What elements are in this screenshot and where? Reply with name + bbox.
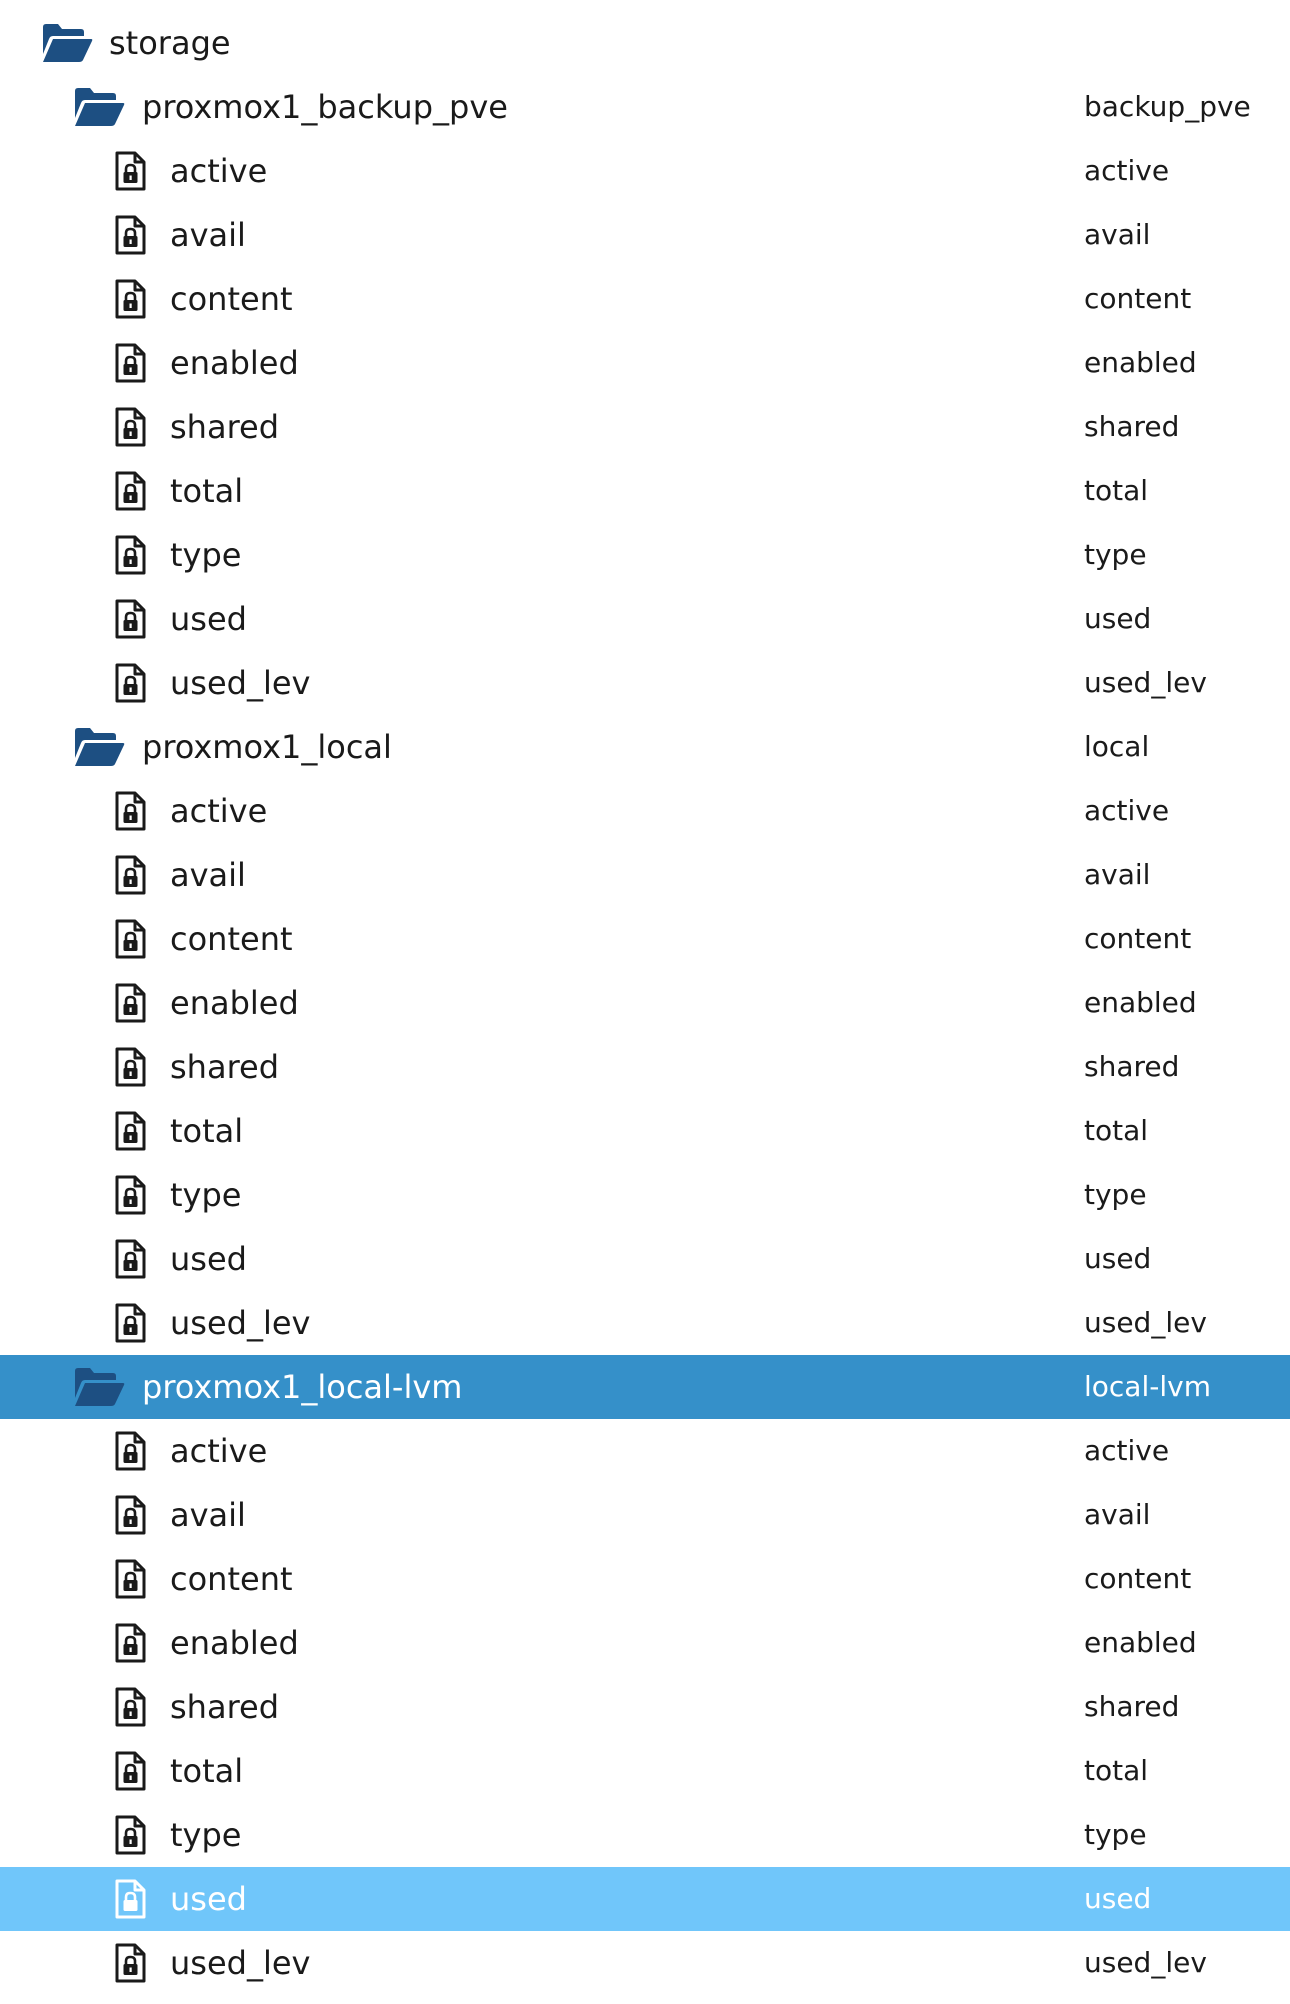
tree-leaf-avail[interactable]: [0, 843, 1290, 907]
tree-node-value: local: [1084, 730, 1150, 763]
tree-node-label: active: [170, 1432, 268, 1470]
file-lock-icon: [110, 459, 150, 523]
tree-folder-backup_pve[interactable]: [0, 75, 1290, 139]
tree-node-value: total: [1084, 1754, 1149, 1787]
tree-node-value: active: [1084, 154, 1170, 187]
folder-open-icon: [72, 75, 126, 139]
folder-open-icon: [72, 1355, 126, 1419]
tree-leaf-used[interactable]: [0, 1227, 1290, 1291]
tree-node-value: enabled: [1084, 346, 1197, 379]
tree-node-label: total: [170, 1752, 244, 1790]
file-lock-icon: [110, 907, 150, 971]
file-lock-icon: [110, 587, 150, 651]
tree-leaf-content[interactable]: [0, 267, 1290, 331]
file-lock-icon: [110, 1163, 150, 1227]
tree-node-label: used: [170, 1240, 247, 1278]
file-lock-icon: [110, 971, 150, 1035]
tree-leaf-total[interactable]: [0, 1099, 1290, 1163]
tree-node-label: enabled: [170, 984, 299, 1022]
tree-node-value: shared: [1084, 1690, 1180, 1723]
file-lock-icon: [110, 1931, 150, 1995]
tree-leaf-type[interactable]: [0, 1163, 1290, 1227]
tree-node-value: avail: [1084, 218, 1151, 251]
file-lock-icon: [110, 1675, 150, 1739]
file-lock-icon: [110, 203, 150, 267]
tree-leaf-shared[interactable]: [0, 1675, 1290, 1739]
folder-open-icon: [40, 11, 94, 75]
tree-node-label: content: [170, 920, 293, 958]
file-lock-icon: [110, 1419, 150, 1483]
tree-node-label: content: [170, 280, 293, 318]
file-lock-icon: [110, 651, 150, 715]
tree-leaf-avail[interactable]: [0, 1483, 1290, 1547]
tree-node-value: enabled: [1084, 986, 1197, 1019]
tree-leaf-shared[interactable]: [0, 395, 1290, 459]
tree-node-value: backup_pve: [1084, 90, 1251, 123]
tree-node-value: type: [1084, 538, 1147, 571]
tree-leaf-active[interactable]: [0, 1419, 1290, 1483]
file-lock-icon: [110, 1035, 150, 1099]
tree-leaf-used[interactable]: [0, 587, 1290, 651]
tree-leaf-shared[interactable]: [0, 1035, 1290, 1099]
tree-node-label: proxmox1_local-lvm: [142, 1368, 463, 1406]
tree-leaf-active[interactable]: [0, 779, 1290, 843]
tree-node-label: used_lev: [170, 664, 311, 702]
tree-body: [0, 75, 1290, 1995]
file-lock-icon: [110, 1611, 150, 1675]
tree-leaf-total[interactable]: [0, 1739, 1290, 1803]
file-lock-icon: [110, 139, 150, 203]
file-lock-icon: [110, 1803, 150, 1867]
file-lock-icon: [110, 1547, 150, 1611]
tree-node-value: used_lev: [1084, 1946, 1207, 1979]
tree-node-value: avail: [1084, 1498, 1151, 1531]
tree-node-label: used: [170, 600, 247, 638]
tree-node-label: proxmox1_backup_pve: [142, 88, 508, 126]
file-lock-icon: [110, 1483, 150, 1547]
file-lock-icon: [110, 267, 150, 331]
tree-node-label: avail: [170, 216, 246, 254]
tree-node-value: used_lev: [1084, 666, 1207, 699]
tree-node-label: type: [170, 1816, 242, 1854]
file-lock-icon: [110, 843, 150, 907]
tree-node-value: total: [1084, 1114, 1149, 1147]
tree-node-label: type: [170, 1176, 242, 1214]
tree-node-label: enabled: [170, 1624, 299, 1662]
tree-node-value: used_lev: [1084, 1306, 1207, 1339]
tree-leaf-avail[interactable]: [0, 203, 1290, 267]
file-lock-icon: [110, 1867, 150, 1931]
file-lock-icon: [110, 1291, 150, 1355]
tree-node-value: enabled: [1084, 1626, 1197, 1659]
tree-leaf-used_lev[interactable]: [0, 1291, 1290, 1355]
file-lock-icon: [110, 1099, 150, 1163]
tree-leaf-type[interactable]: [0, 1803, 1290, 1867]
tree-node-label: used: [170, 1880, 247, 1918]
tree-node-value: used: [1084, 1882, 1152, 1915]
file-lock-icon: [110, 331, 150, 395]
tree-node-label: total: [170, 472, 244, 510]
tree-leaf-total[interactable]: [0, 459, 1290, 523]
tree-node-label: shared: [170, 1048, 280, 1086]
tree-node-label: shared: [170, 408, 280, 446]
tree-node-value: type: [1084, 1178, 1147, 1211]
tree-leaf-used_lev[interactable]: [0, 1931, 1290, 1995]
tree-node-label: used_lev: [170, 1304, 311, 1342]
folder-open-icon: [72, 715, 126, 779]
tree-node-value: content: [1084, 1562, 1192, 1595]
tree-node-label: total: [170, 1112, 244, 1150]
tree-node-value: used: [1084, 1242, 1152, 1275]
file-lock-icon: [110, 1739, 150, 1803]
tree-node-value: shared: [1084, 410, 1180, 443]
tree-node-label: active: [170, 152, 268, 190]
tree-leaf-used[interactable]: [0, 1867, 1290, 1931]
tree-leaf-enabled[interactable]: [0, 1611, 1290, 1675]
tree-folder-local[interactable]: [0, 715, 1290, 779]
tree-node-label: type: [170, 536, 242, 574]
tree-node-value: active: [1084, 1434, 1170, 1467]
tree-node-value: local-lvm: [1084, 1370, 1211, 1403]
tree-node-value: avail: [1084, 858, 1151, 891]
file-lock-icon: [110, 395, 150, 459]
tree-leaf-type[interactable]: [0, 523, 1290, 587]
tree-root-storage[interactable]: [0, 11, 1290, 75]
tree-leaf-enabled[interactable]: [0, 331, 1290, 395]
file-lock-icon: [110, 1227, 150, 1291]
file-lock-icon: [110, 779, 150, 843]
tree-node-value: content: [1084, 282, 1192, 315]
tree-leaf-used_lev[interactable]: [0, 651, 1290, 715]
tree-node-value: content: [1084, 922, 1192, 955]
tree-node-value: used: [1084, 602, 1152, 635]
tree-node-value: shared: [1084, 1050, 1180, 1083]
tree-node-label: active: [170, 792, 268, 830]
tree-leaf-active[interactable]: [0, 139, 1290, 203]
tree-folder-local-lvm[interactable]: [0, 1355, 1290, 1419]
tree-node-label: avail: [170, 856, 246, 894]
tree-node-value: active: [1084, 794, 1170, 827]
tree-node-label: proxmox1_local: [142, 728, 392, 766]
tree-leaf-content[interactable]: [0, 1547, 1290, 1611]
tree-node-label: enabled: [170, 344, 299, 382]
tree-node-label: content: [170, 1560, 293, 1598]
tree-node-label: avail: [170, 1496, 246, 1534]
tree-leaf-content[interactable]: [0, 907, 1290, 971]
file-lock-icon: [110, 523, 150, 587]
tree-node-label: shared: [170, 1688, 280, 1726]
tree-node-value: total: [1084, 474, 1149, 507]
tree-leaf-enabled[interactable]: [0, 971, 1290, 1035]
tree-node-label: used_lev: [170, 1944, 311, 1982]
tree-root-label: storage: [109, 24, 231, 62]
tree-node-value: type: [1084, 1818, 1147, 1851]
